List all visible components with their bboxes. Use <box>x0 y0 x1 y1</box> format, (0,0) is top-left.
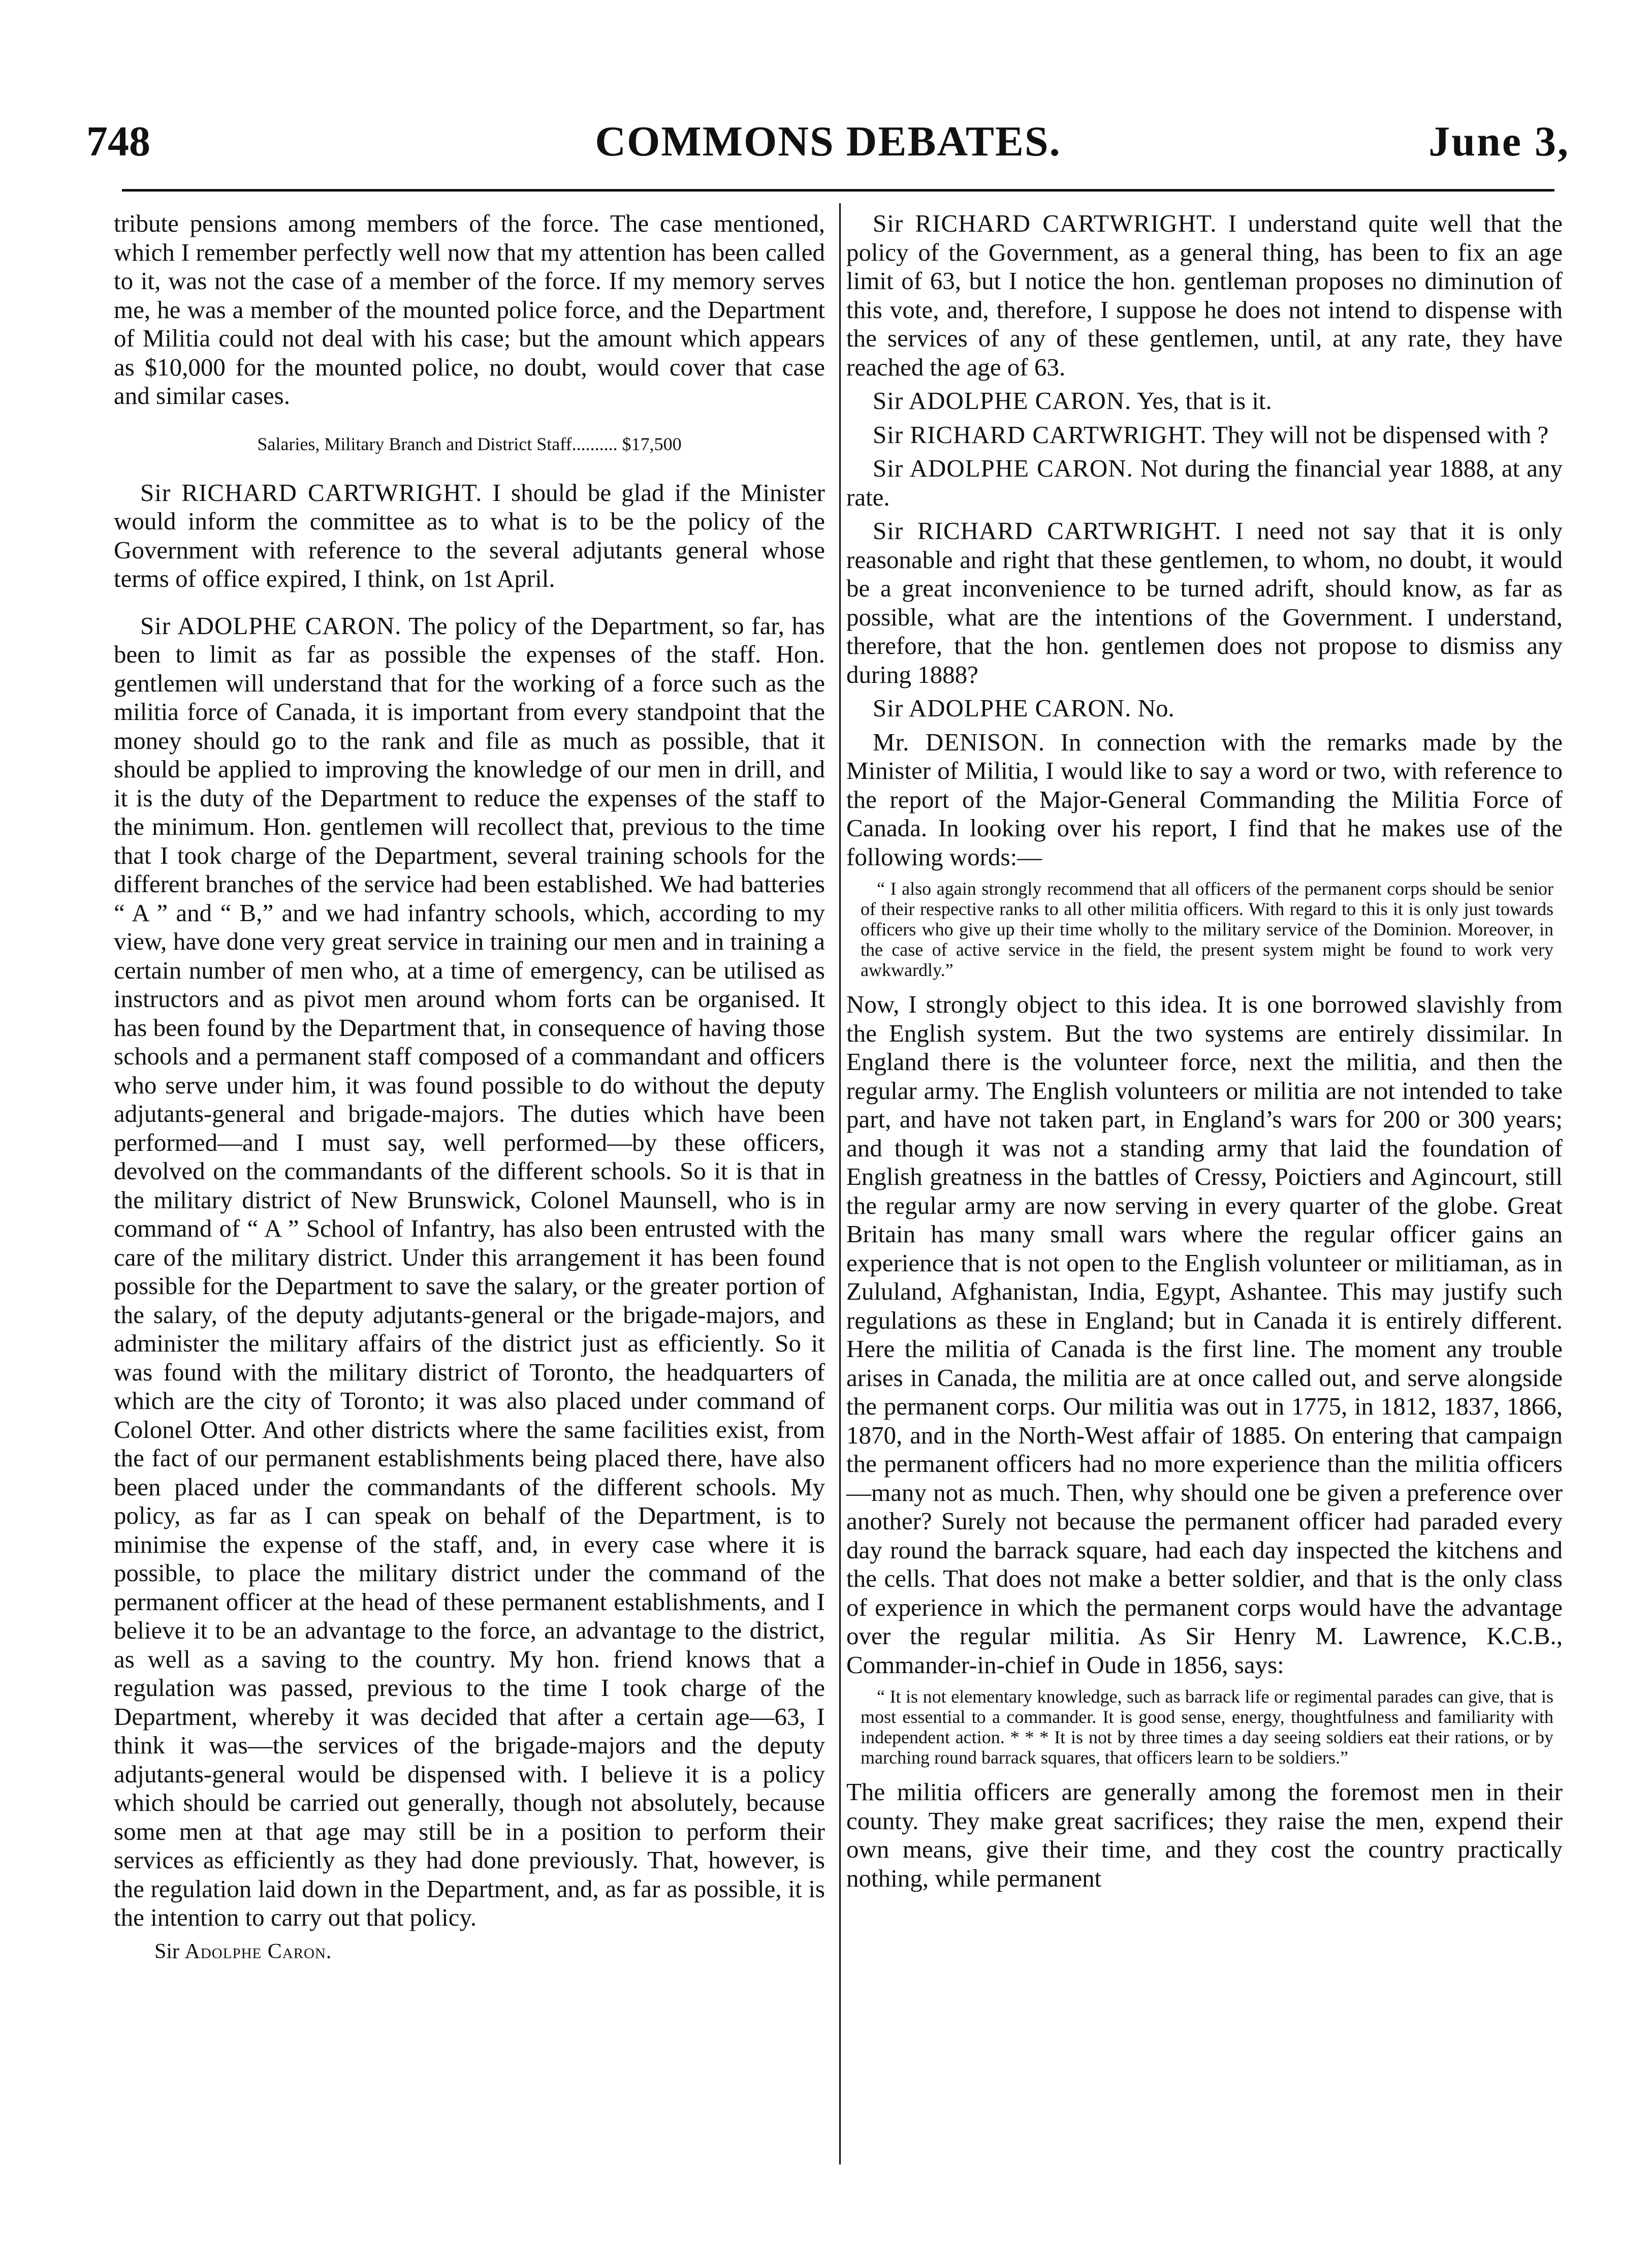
speaker-name: Sir RICHARD CARTWRIGHT. <box>140 478 483 507</box>
publication-title: COMMONS DEBATES. <box>595 118 1061 165</box>
speaker-name: Sir RICHARD CARTWRIGHT. <box>873 209 1217 237</box>
speech-text: They will not be dispensed with ? <box>1212 420 1549 449</box>
speech-text: Yes, that is it. <box>1136 387 1272 415</box>
paragraph <box>846 387 1563 416</box>
signature-prefix: Sir <box>154 1939 180 1963</box>
speaker-name: Sir ADOLPHE CARON. <box>140 611 402 640</box>
speech-text: I should be glad if the Minister would inform the committee as to what is to be the policy of the Government with reference to the several adjutants general whose terms of office expired, I think, on 1st April. <box>114 478 825 592</box>
paragraph <box>846 517 1563 689</box>
paragraph: Now, I strongly object to this idea. It is one borrowed slavishly from the English system. But the two systems are entirely dissimilar. In England there is the volunteer force, next the militia, and then the regular army. The English volunteers or militia are not intended to take part, and have not taken part, in England’s wars for 200 or 300 years; and though it was not a standing army that laid the foundation of English greatness in the battles of Cressy, Poictiers and Agincourt, still the regular army are now serving in every quarter of the globe. Great Britain has many small wars where the regular officer gains an experience that is not open to the English volunteer or militiaman, as in Zululand, Afghanistan, India, Egypt, Ashantee. This may justify such regulations as these in England; but in Canada it is entirely different. Here the militia of Canada is the first line. The moment any trouble arises in Canada, the militia are at once called out, and serve alongside the permanent corps. Our militia was out in 1775, in 1812, 1837, 1866, 1870, and in the North-West affair of 1885. On entering that campaign the permanent officers had no more experience than the militia officers—many not as much. Then, why should one be given a preference over another? Surely not because the permanent officer had paraded every day round the barrack square, had each day inspected the kitchens and the cells. That does not make a better soldier, and that is the only class of experience in which the permanent corps would have the advantage over the regular militia. As Sir Henry M. Lawrence, K.C.B., Commander-in-chief in Oude in 1856, says: <box>846 990 1563 1679</box>
paragraph <box>846 454 1563 512</box>
speaker-name: Sir RICHARD CARTWRIGHT. <box>873 517 1222 545</box>
paragraph <box>114 612 825 1932</box>
paragraph <box>846 209 1563 382</box>
paragraph <box>114 479 825 593</box>
signature-name: Adolphe Caron. <box>184 1939 332 1963</box>
page-number: 748 <box>86 118 150 165</box>
page-date: June 3, <box>1428 118 1570 165</box>
paragraph: The militia officers are generally among the foremost men in their county. They make great sacrifices; they raise the men, expend their own means, give their time, and they cost the country practically nothing, while permanent <box>846 1778 1563 1892</box>
speaker-name: Sir RICHARD CARTWRIGHT. <box>873 420 1207 449</box>
paragraph <box>846 421 1563 450</box>
speech-text: I understand quite well that the policy of the Government, as a general thing, has been to fix an age limit of 63, but I notice the hon. gentleman proposes no diminution of this vote, and, therefore, I suppose he does not intend to dispense with the services of any of these gentlemen, until, at any rate, they have reached the age of 63. <box>846 209 1563 381</box>
paragraph <box>846 694 1563 723</box>
right-column <box>846 209 1563 1898</box>
speaker-name: Sir ADOLPHE CARON. <box>873 694 1132 722</box>
paragraph <box>846 728 1563 872</box>
speaker-name: Sir ADOLPHE CARON. <box>873 387 1132 415</box>
speech-text: No. <box>1137 694 1174 722</box>
block-quote: “ It is not elementary knowledge, such as barrack life or regimental parades can give, that is most essential to a commander. It is good sense, energy, thoughtfulness and familiarity with independent action. * * * It is not by three times a day seeing soldiers eat their rations, or by marching round barrack squares, that officers learn to be soldiers.” <box>861 1686 1553 1768</box>
left-column <box>114 209 825 1966</box>
speech-text: In connection with the remarks made by the Minister of Militia, I would like to say a word or two, with reference to the report of the Major-General Commanding the Militia Force of Canada. In looking over his report, I find that he makes use of the following words:— <box>846 728 1563 871</box>
speech-text: The policy of the Department, so far, has been to limit as far as possible the expenses of the staff. Hon. gentlemen will understand that for the working of a force such as the militia force of Canada, it is important from every standpoint that the money should go to the rank and file as much as possible, that it should be applied to improving the knowledge of our men in drill, and it is the duty of the Department to reduce the expenses of the staff to the minimum. Hon. gentlemen will recollect that, previous to the time that I took charge of the Department, several training schools for the different branches of the service had been established. We had batteries “ A ” and “ B,” and we had infantry schools, which, according to my view, have done very great service in training our men and in training a certain number of men who, at a time of emergency, can be utilised as instructors and as pivot men around whom forts can be organised. It has been found by the Department that, in consequence of having those schools and a permanent staff composed of a commandant and officers who serve under him, it was found possible to do without the deputy adjutants-general and brigade-majors. The duties which have been performed—and I must say, well performed—by these officers, devolved on the commandants of the different schools. So it is that in the military district of New Brunswick, Colonel Maunsell, who is in command of “ A ” School of Infantry, has also been entrusted with the care of the military district. Under this arrangement it has been found possible for the Department to save the salary, or the greater portion of the salary, of the deputy adjutants-general or the brigade-majors, and administer the military affairs of the district just as efficiently. So it was found with the military district of Toronto, the headquarters of which are the city of Toronto; it was also placed under command of Colonel Otter. And other districts where the same facilities exist, from the fact of our permanent establishments being placed there, have also been placed under the commandants of the different schools. My policy, as far as I can speak on behalf of the Department, is to minimise the expense of the staff, and, in every case where it is possible, to place the military district under the command of the permanent officer at the head of these permanent establishments, and I believe it to be an advantage to the force, an advantage to the district, as well as a saving to the country. My hon. friend knows that a regulation was passed, previous to the time I took charge of the Department, whereby it was decided that after a certain age—63, I think it was—the services of the brigade-majors and the deputy adjutants-general would be dispensed with. I believe it is a policy which should be carried out generally, though not absolutely, because some men at that age may still be in a position to perform their services as efficiently as they had done previously. That, however, is the regulation laid down in the Department, and, as far as possible, it is the intention to carry out that policy. <box>114 611 825 1931</box>
speaker-name: Mr. DENISON. <box>873 728 1045 756</box>
speaker-name: Sir ADOLPHE CARON. <box>873 454 1133 482</box>
header-rule <box>122 189 1554 192</box>
speech-text: Not during the financial year 1888, at any rate. <box>846 454 1563 511</box>
estimate-item: Salaries, Military Branch and District Staff.......... $17,500 <box>257 433 682 454</box>
paragraph: tribute pensions among members of the force. The case mentioned, which I remember perfectly well now that my attention has been called to it, was not the case of a member of the force. If my memory serves me, he was a member of the mounted police force, and the Department of Militia could not deal with his case; but the amount which appears as $10,000 for the mounted police, no doubt, would cover that case and similar cases. <box>114 209 825 410</box>
signature <box>154 1937 825 1966</box>
block-quote: “ I also again strongly recommend that all officers of the permanent corps should be senior of their respective ranks to all other militia officers. With regard to this it is only just towards officers who give up their time wholly to the military service of the Dominion. Moreover, in the case of active service in the field, the present system might be found to work very awkwardly.” <box>861 878 1553 980</box>
speech-text: I need not say that it is only reasonable and right that these gentlemen, to whom, no doubt, it would be a great inconvenience to be turned adrift, should know, as far as possible, what are the intentions of the Government. I understand, therefore, that the hon. gentlemen does not propose to dismiss any during 1888? <box>846 517 1563 688</box>
page-header <box>86 112 1570 173</box>
column-divider <box>839 203 841 2164</box>
